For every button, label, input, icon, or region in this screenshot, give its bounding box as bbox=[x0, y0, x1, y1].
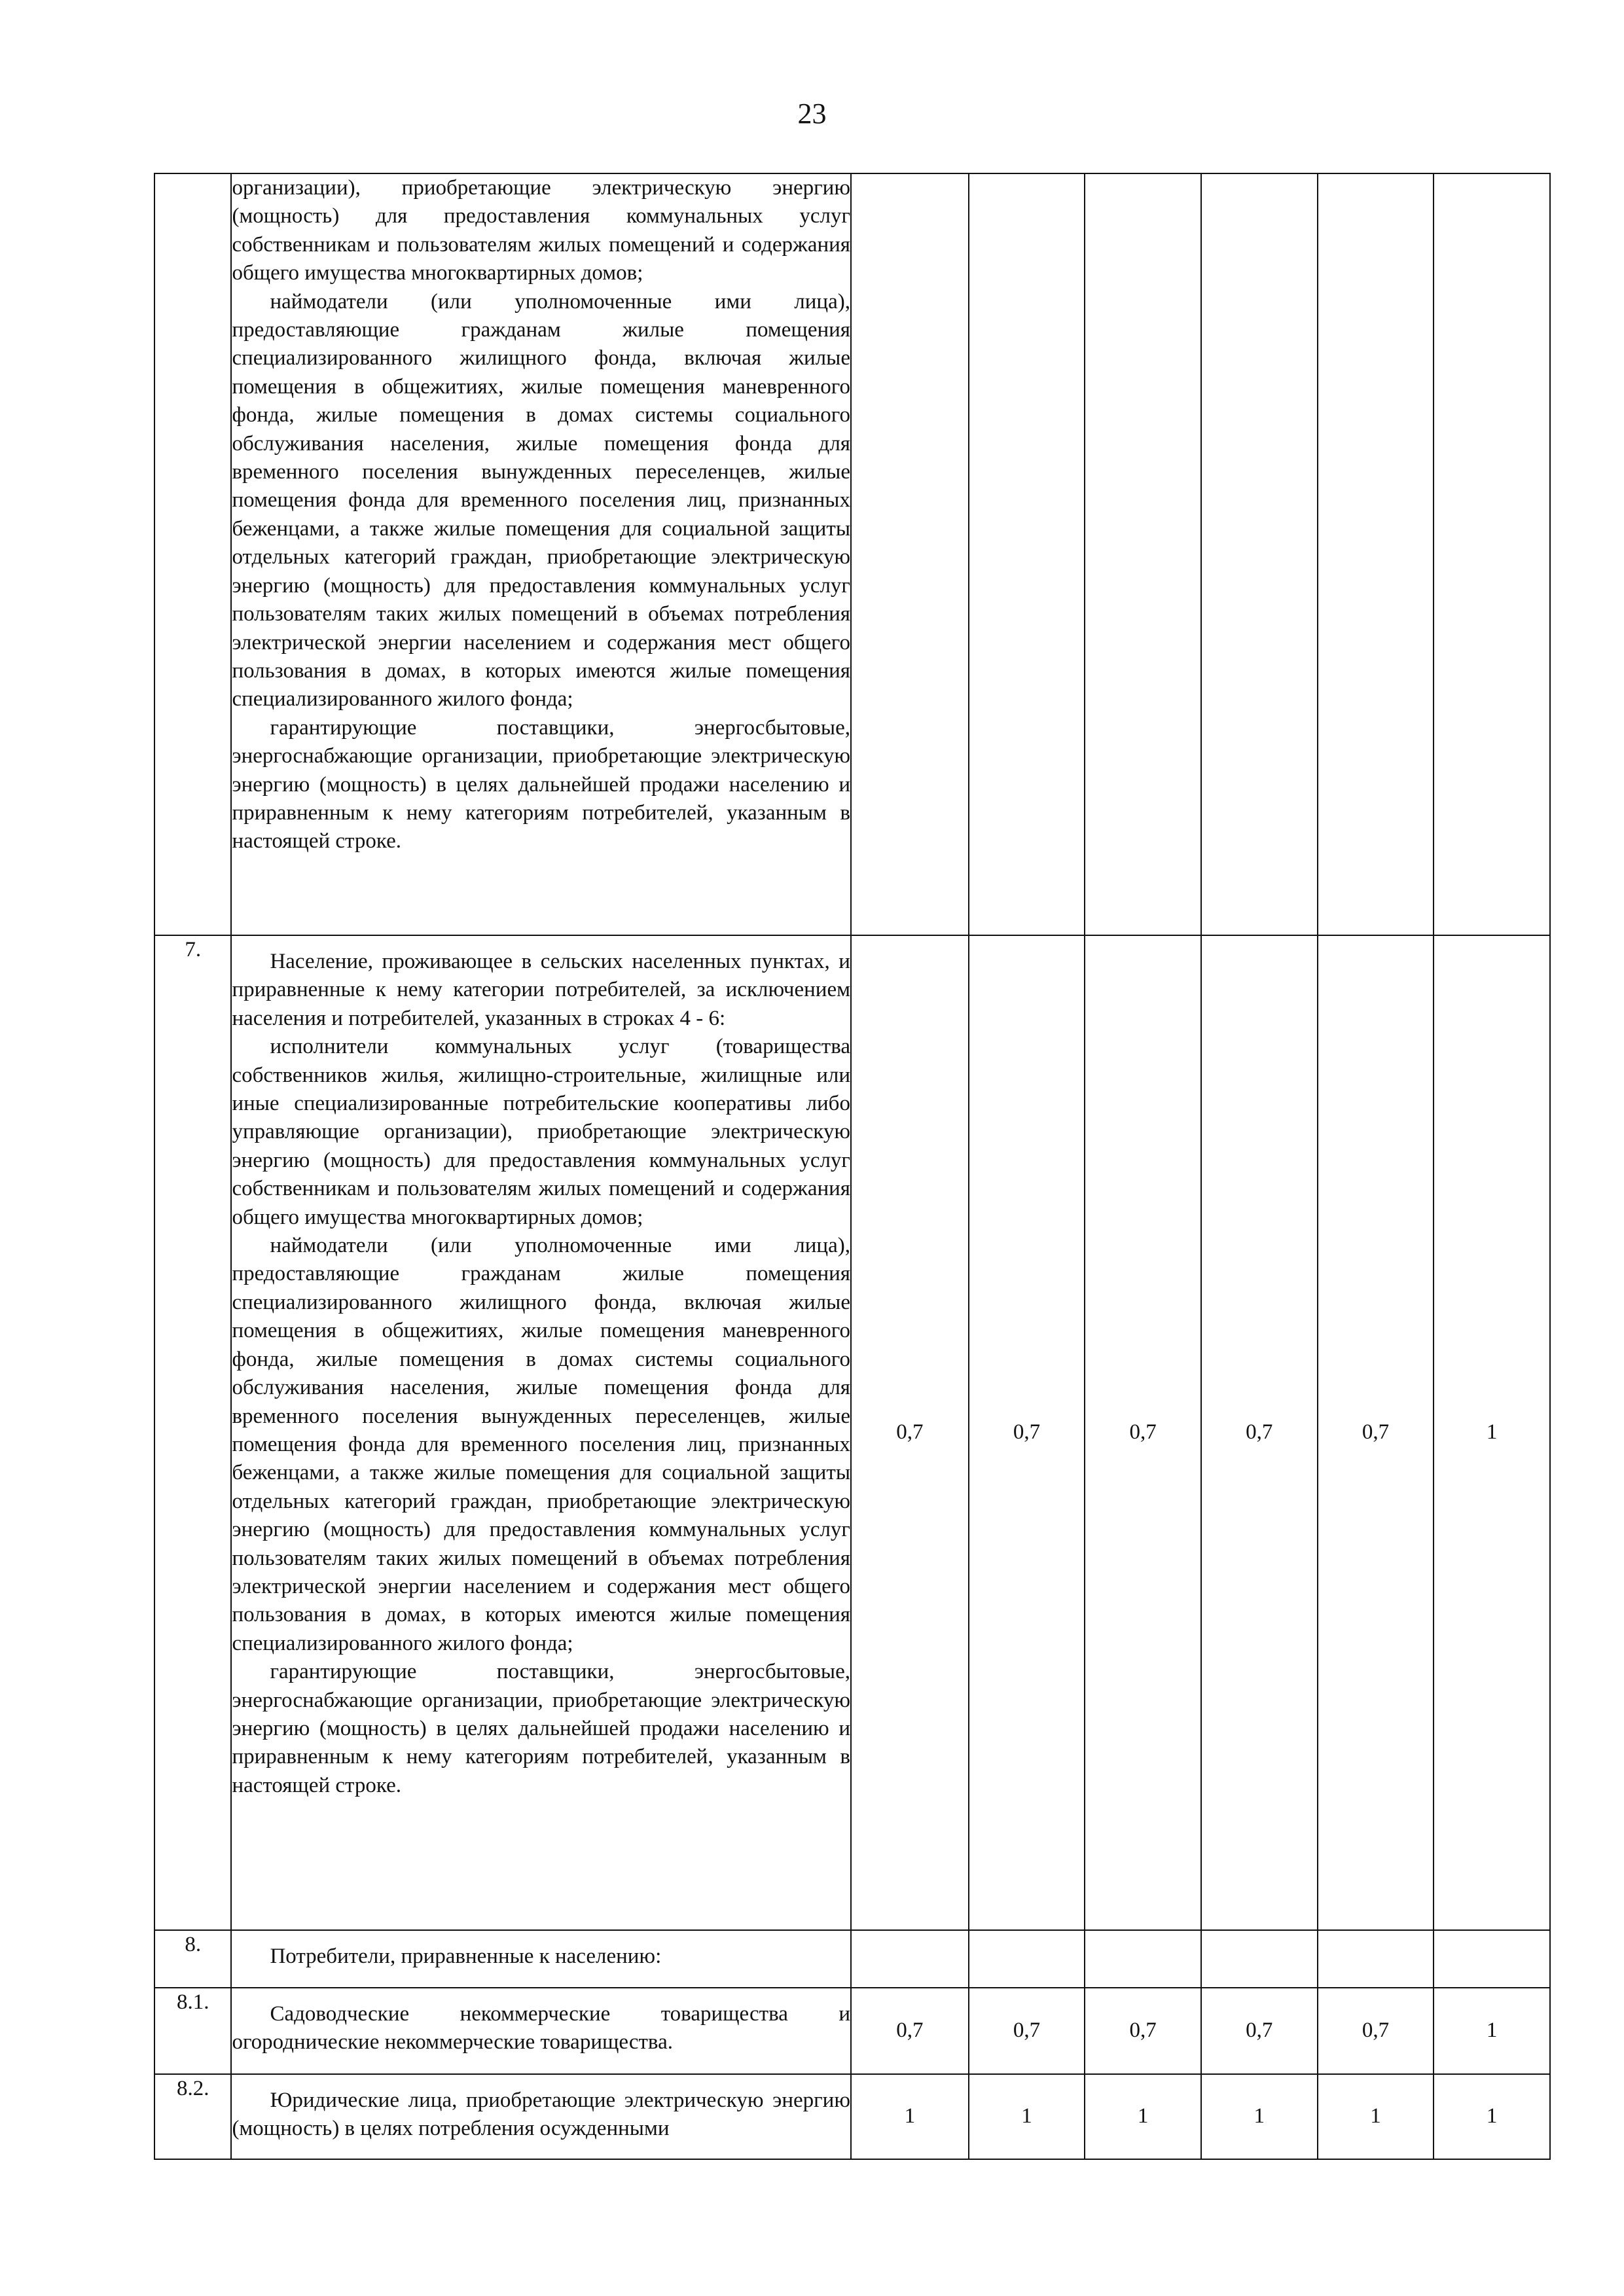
page-number: 23 bbox=[797, 98, 827, 130]
row-number: 8.1. bbox=[154, 1988, 231, 2074]
row-description bbox=[231, 935, 851, 1930]
value-cell: 1 bbox=[1434, 2074, 1550, 2159]
value-cell bbox=[1318, 173, 1434, 935]
description-paragraph: организации), приобретающие электрическую энергию (мощность) для предоставления коммунальных услуг собственникам и пользователям жилых помещений и содержания общего имущества многоквартирных домов; bbox=[232, 176, 850, 285]
value-cell: 0,7 bbox=[1085, 935, 1201, 1930]
value-cell bbox=[1318, 1930, 1434, 1988]
table-row bbox=[154, 935, 1550, 1930]
value-cell bbox=[851, 1930, 969, 1988]
value-cell bbox=[851, 173, 969, 935]
row-number bbox=[154, 173, 231, 935]
value-cell: 0,7 bbox=[1318, 1988, 1434, 2074]
value-cell: 0,7 bbox=[1201, 935, 1318, 1930]
description-paragraph: Потребители, приравненные к населению: bbox=[270, 1945, 662, 1968]
description-paragraph: гарантирующие поставщики, энергосбытовые, энергоснабжающие организации, приобретающие электрическую энергию (мощность) в целях дальнейшей продажи населению и приравненным к нему категориям потребителей, указанным в настоящей строке. bbox=[232, 715, 850, 853]
tariff-coefficients-table bbox=[154, 173, 1551, 2160]
description-paragraph: гарантирующие поставщики, энергосбытовые, энергоснабжающие организации, приобретающие электрическую энергию (мощность) в целях дальнейшей продажи населению и приравненным к нему категориям потребителей, указанным в настоящей строке. bbox=[232, 1660, 850, 1797]
value-cell bbox=[969, 173, 1085, 935]
value-cell: 1 bbox=[1085, 2074, 1201, 2159]
value-cell: 1 bbox=[969, 2074, 1085, 2159]
description-paragraph: наймодатели (или уполномоченные ими лица), предоставляющие гражданам жилые помещения специализированного жилищного фонда, включая жилые помещения в общежитиях, жилые помещения маневренного фонда, жилые помещения в домах системы социального обслуживания населения, жилые помещения фонда для временного поселения вынужденных переселенцев, жилые помещения фонда для временного поселения лиц, признанных беженцами, а также жилые помещения для социальной защиты отдельных категорий граждан, приобретающие электрическую энергию (мощность) для предоставления коммунальных услуг пользователям таких жилых помещений в объемах потребления электрической энергии населением и содержания мест общего пользования в домах, в которых имеются жилые помещения специализированного жилого фонда; bbox=[232, 1234, 850, 1655]
value-cell: 1 bbox=[851, 2074, 969, 2159]
row-description bbox=[231, 173, 851, 935]
description-paragraph: Юридические лица, приобретающие электрическую энергию (мощность) в целях потребления осужденными bbox=[232, 2089, 850, 2141]
value-cell bbox=[1201, 173, 1318, 935]
table-row bbox=[154, 173, 1550, 935]
value-cell bbox=[1085, 1930, 1201, 1988]
table-row bbox=[154, 2074, 1550, 2159]
value-cell: 0,7 bbox=[969, 1988, 1085, 2074]
description-paragraph: исполнители коммунальных услуг (товарищества собственников жилья, жилищно-строительные, жилищные или иные специализированные потребительские кооперативы либо управляющие организации), приобретающие электрическую энергию (мощность) для предоставления коммунальных услуг собственникам и пользователям жилых помещений и содержания общего имущества многоквартирных домов; bbox=[232, 1035, 850, 1229]
value-cell bbox=[969, 1930, 1085, 1988]
value-cell: 0,7 bbox=[1318, 935, 1434, 1930]
row-description bbox=[231, 2074, 851, 2159]
table-row bbox=[154, 1930, 1550, 1988]
value-cell: 1 bbox=[1318, 2074, 1434, 2159]
row-number: 8. bbox=[154, 1930, 231, 1988]
row-number: 8.2. bbox=[154, 2074, 231, 2159]
value-cell: 1 bbox=[1201, 2074, 1318, 2159]
row-description bbox=[231, 1988, 851, 2074]
description-paragraph: наймодатели (или уполномоченные ими лица), предоставляющие гражданам жилые помещения специализированного жилищного фонда, включая жилые помещения в общежитиях, жилые помещения маневренного фонда, жилые помещения в домах системы социального обслуживания населения, жилые помещения фонда для временного поселения вынужденных переселенцев, жилые помещения фонда для временного поселения лиц, признанных беженцами, а также жилые помещения для социальной защиты отдельных категорий граждан, приобретающие электрическую энергию (мощность) для предоставления коммунальных услуг пользователям таких жилых помещений в объемах потребления электрической энергии населением и содержания мест общего пользования в домах, в которых имеются жилые помещения специализированного жилого фонда; bbox=[232, 289, 850, 711]
row-description bbox=[231, 1930, 851, 1988]
value-cell bbox=[1201, 1930, 1318, 1988]
value-cell bbox=[1085, 173, 1201, 935]
value-cell: 1 bbox=[1434, 1988, 1550, 2074]
description-paragraph: Население, проживающее в сельских населенных пунктах, и приравненные к нему категории потребителей, за исключением населения и потребителей, указанных в строках 4 - 6: bbox=[232, 950, 850, 1030]
value-cell: 0,7 bbox=[969, 935, 1085, 1930]
value-cell: 0,7 bbox=[1085, 1988, 1201, 2074]
value-cell bbox=[1434, 173, 1550, 935]
value-cell bbox=[1434, 1930, 1550, 1988]
value-cell: 0,7 bbox=[851, 935, 969, 1930]
row-number: 7. bbox=[154, 935, 231, 1930]
description-paragraph: Садоводческие некоммерческие товарищества и огороднические некоммерческие товарищества. bbox=[232, 2002, 850, 2054]
value-cell: 0,7 bbox=[1201, 1988, 1318, 2074]
value-cell: 1 bbox=[1434, 935, 1550, 1930]
value-cell: 0,7 bbox=[851, 1988, 969, 2074]
table-row bbox=[154, 1988, 1550, 2074]
